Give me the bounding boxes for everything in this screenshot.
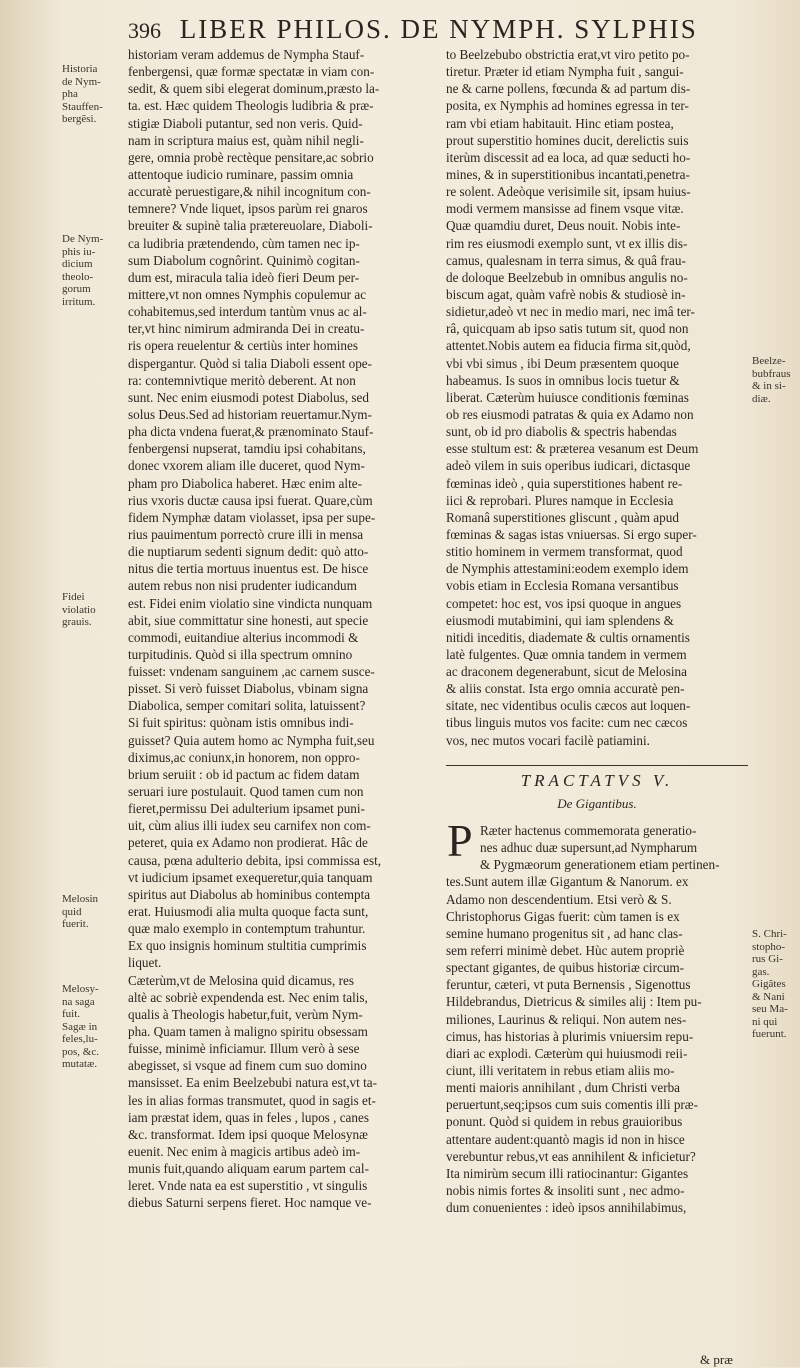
text-line: mittere,vt non omnes Nymphis copulemur ac (128, 286, 367, 302)
text-line: turpitudinis. Quòd si illa spectrum omnino (128, 646, 353, 662)
text-line: spectant gigantes, de quibus historiæ circum- (446, 960, 685, 976)
margin-note-line: bergẽsi. (62, 113, 97, 125)
running-header (128, 14, 768, 46)
margin-note (62, 591, 124, 629)
text-line: fidem Nymphæ datam violasset, ipsa per supe- (128, 509, 376, 525)
text-line: pha dicta vndena fuerat,& prænominato Stauf- (128, 424, 374, 440)
text-line: fieret,permissu Dei adulterium ipsamet puni- (128, 801, 365, 817)
page-number: 396 (128, 18, 161, 43)
page-edge-shading (0, 0, 60, 1367)
text-line: peteret, quia ex Adamo non prodierat. Hâc de (128, 835, 368, 851)
margin-note-line: stopho- (752, 940, 785, 953)
text-line: uit, cùm alius illi iudex seu carnifex non com- (128, 818, 371, 834)
text-line: &c. transformat. Idem ipsi quoque Melosynæ (128, 1126, 368, 1142)
margin-note-line: feles,lu- (62, 1033, 98, 1045)
text-line: donec vxorem aliam ille duceret, quod Nym- (128, 458, 365, 474)
tractatus-subtitle: De Gigantibus. (557, 796, 637, 811)
text-line: munis fuit,quando aliquam earum partem cal- (128, 1161, 369, 1177)
right-text-column-bottom (446, 822, 748, 1216)
text-line: ob res eiusmodi patratas & quia ex Adamo non (446, 406, 694, 422)
margin-note-line: fuerunt. (752, 1028, 787, 1040)
text-line: ra: contemnivtique meritò deberent. At non (128, 372, 356, 388)
text-line: sedit, & quem sibi elegerat dominum,præsto la- (128, 81, 380, 97)
text-line: cohabitemus,sed interdum tantùm vnus ac al- (128, 304, 367, 320)
text-line: Ita nimirùm secum illi ratiocinantur: Gigantes (446, 1165, 689, 1181)
text-line: râ, quicquam ab ipso satis tutum sit, quod non (446, 321, 689, 337)
text-line: tibus linguis mutos vos facite: cum nec cæcos (446, 715, 688, 731)
text-line: tes.Sunt autem illæ Gigantum & Nanorum. ex (446, 874, 689, 890)
text-line: liquet. (128, 955, 162, 971)
text-line: de doloque Beelzebub in omnibus angulis no- (446, 269, 688, 285)
text-line: leret. Vnde nata ea est superstitio , vt singulis (128, 1178, 368, 1194)
margin-note-line: rus Gi- (752, 953, 783, 965)
margin-note-line: na saga (62, 995, 95, 1008)
text-line: & Pygmæorum generationem etiam pertinen- (480, 857, 720, 873)
text-line: competet: hoc est, vos ipsi quoque in angues (446, 595, 682, 611)
text-line: fœminas ideò , quia superstitiones habent re- (446, 475, 683, 491)
text-line: mines, & in superstitionibus incantati,penetra- (446, 166, 690, 182)
text-line: guisset? Quia autem homo ac Nympha fuit,seu (128, 732, 375, 748)
text-line: miliones, Laurinus & reliqui. Non autem nes- (446, 1011, 687, 1027)
margin-note-line: theolo- (62, 270, 94, 283)
margin-note-line: ni qui (752, 1015, 778, 1028)
text-line: gere, omnia probè rectèque pensitare,ac sobrio (128, 149, 374, 165)
margin-note-line: Historia (62, 63, 98, 75)
margin-note-line: Beelze- (752, 355, 786, 367)
text-line: ciunt, illi veritatem in rebus etiam aliis mo- (446, 1062, 675, 1078)
text-line: eiusmodi mutabimini, qui iam splendens & (446, 612, 674, 628)
text-line: accuratè peruestigare,& nihil incognitum con- (128, 184, 371, 200)
section-rule (446, 765, 748, 766)
text-line: stigiæ Diaboli putantur, sed non veris. Quid- (128, 115, 363, 131)
text-line: ac draconem degenerabunt, sicut de Melosina (446, 664, 687, 680)
text-line: ta. est. Hæc quidem Theologis ludibria & præ- (128, 98, 374, 114)
text-line: commodi, euitandiue alterius incommodi & (128, 629, 359, 645)
margin-note-line: De Nym- (62, 233, 104, 245)
text-line: cimus, has historias à plurimis vniuersim repu- (446, 1028, 694, 1044)
text-line: semine humano progenitus sit , ad hanc clas- (446, 925, 683, 941)
text-line: autem rebus non nisi prudenter iudicandum (128, 578, 357, 594)
text-line: fœminas & sagas istas vniuersas. Si ergo super- (446, 526, 697, 542)
text-line: fuisset: vndenam sanguinem ,ac carnem susce- (128, 664, 375, 680)
text-line: altè ac sobriè expendenda est. Nec enim talis, (128, 989, 368, 1005)
text-line: euenit. Nec enim à magicis artibus adeò im- (128, 1144, 361, 1159)
text-line: sunt, ob id pro diabolis & spectris habendas (446, 424, 677, 440)
text-line: ne & carne pollens, fœcunda & ad partum dis- (446, 81, 691, 97)
text-line: rius pauimentum porrectò crure illi in mensa (128, 526, 364, 542)
margin-note-line: seu Ma- (752, 1003, 788, 1015)
text-line: temnere? Vnde liquet, ipsos parùm rei gnaros (128, 201, 368, 217)
text-line: sitate, nec videntibus oculis cæcos aut loquen- (446, 698, 691, 714)
text-line: vos, nec mutos vocari facilè patiamini. (446, 732, 650, 748)
text-line: vobis etiam in Ecclesia Romana versantibus (446, 578, 679, 594)
margin-note-line: Melosy- (62, 983, 99, 995)
text-line: pha. Quam tamen à maligno spiritu obsessam (128, 1024, 368, 1040)
running-title: LIBER PHILOS. DE NYMPH. SYLPHIS (179, 14, 698, 44)
text-line: ca ludibria prætendendo, cùm tamen nec ip- (128, 235, 360, 251)
text-line: rim res eiusmodi exemplo sunt, vt ex illis dis- (446, 235, 688, 251)
text-line: posita, ex Nymphis ad homines egressa in ter- (446, 98, 689, 114)
text-line: Romanâ superstitiones gliscunt , quàm apud (446, 509, 679, 525)
text-line: to Beelzebubo obstrictia erat,vt viro petito po- (446, 47, 690, 62)
text-line: sem referri minimè debet. Hùc autem propriè (446, 942, 685, 958)
text-line: ram vbi etiam habitauit. Hinc etiam postea, (446, 115, 674, 131)
text-line: est. Fidei enim violatio sine vindicta nunquam (128, 595, 373, 611)
margin-note-line: Melosin (62, 893, 99, 905)
margin-note-line: S. Chri- (752, 928, 787, 940)
left-text-column (128, 46, 428, 1212)
text-line: iterùm discessit ad ea loca, ad quæ seducti ho- (446, 149, 691, 165)
text-line: attentet.Nobis autem ea fiducia firma sit,quòd, (446, 338, 691, 354)
text-line: seruari iure postulauit. Quod tamen cum non (128, 784, 364, 800)
text-line: diari ac explodi. Cæterùm qui huiusmodi reii- (446, 1045, 688, 1061)
text-line: iam præstat idem, quas in feles , lupos , canes (128, 1109, 369, 1125)
text-line: die nuptiarum sedenti signum dedit: quò atto- (128, 544, 369, 560)
margin-note-line: & in si- (752, 380, 786, 392)
text-line: peruertunt,seq;ipsos cum suis comentis illi præ- (446, 1097, 698, 1113)
margin-note-line: Fidei (62, 591, 85, 603)
margin-note-line: fuerit. (62, 918, 89, 930)
text-line: modi vermem mansisse ad finem vsque vitæ. (446, 201, 684, 217)
text-line: de Nymphis attestamini:eodem exemplo idem (446, 561, 689, 577)
text-line: qualis à Theologis habetur,fuit, verùm Nym- (128, 1006, 363, 1022)
text-line: spiritus aut Diabolus ab hominibus contempta (128, 886, 371, 902)
text-line: abit, siue committatur sine honesti, aut specie (128, 612, 369, 628)
text-line: Ræter hactenus commemorata generatio- (480, 823, 697, 838)
text-line: adeò vilem in suis operibus iudicari, dictasque (446, 458, 691, 474)
text-line: fenbergensi, quæ formæ spectatæ in viam con- (128, 64, 375, 80)
text-line: attentoque iudicio ruminare, passim omnia (128, 166, 354, 182)
text-line: diebus Saturni serpens fieret. Hoc namque ve- (128, 1195, 372, 1211)
text-line: vbi vbi simus , ibi Deum præsentem quoque (446, 355, 679, 371)
text-line: Ex quo insignis hominum stultitia cumprimis (128, 938, 367, 954)
margin-note-line: & Nani (752, 990, 785, 1003)
text-line: attentare audent:quantò magis id non in hisce (446, 1131, 685, 1147)
text-line: iici & reprobari. Plures namque in Ecclesia (446, 492, 674, 508)
text-line: latè fulgentes. Quæ omnia tandem in vermem (446, 646, 687, 662)
margin-note-line: fuit. (62, 1008, 81, 1020)
text-line: ter,vt hinc nimirum admiranda Dei in creatu- (128, 321, 365, 337)
text-line: solus Deus.Sed ad historiam reuertamur.Nym- (128, 406, 372, 422)
text-line: fuisse, minimè inficiamur. Illum verò à sese (128, 1041, 360, 1057)
text-line: breuiter & supinè talia prætereuolare, Diaboli- (128, 218, 373, 234)
text-line: causa, pœna adulterio debita, ipsi commissa est, (128, 852, 382, 868)
margin-note (62, 893, 124, 931)
text-line: esse stultum est: & præterea vesanum est Deum (446, 441, 699, 457)
text-line: dispergantur. Quòd si talia Diaboli essent ope- (128, 355, 373, 371)
text-line: pham pro Diabolica haberet. Hæc enim alte- (128, 475, 362, 491)
margin-note-line: bubfraus (752, 367, 791, 380)
margin-note-line: gorum (62, 283, 91, 295)
margin-note (62, 233, 124, 308)
margin-note-line: dicium (62, 258, 93, 270)
text-line: biscum agat, quàm vafrè nobis & studiosè in- (446, 286, 686, 302)
margin-note-line: irritum. (62, 295, 96, 308)
margin-note-line: Gigãtes (752, 978, 786, 990)
text-line: Si fuit spiritus: quònam istis omnibus indi- (128, 715, 354, 731)
text-line: liberat. Cæterùm huiusce conditionis fœminas (446, 389, 689, 405)
margin-note-line: pos, &c. (62, 1045, 99, 1058)
margin-note-line: gas. (752, 965, 770, 978)
text-line: Hildebrandus, Dietricus & similes alij : Item pu- (446, 994, 702, 1010)
text-line: prout superstitio homines ducit, derelictis suis (446, 132, 689, 148)
drop-capital: P (447, 815, 473, 866)
margin-note-line: mutatæ. (62, 1058, 98, 1070)
text-line: verebuntur rebus,vt eas annihilent & inficietur? (446, 1148, 696, 1164)
text-line: nam in scriptura maius est, quàm nihil negli- (128, 132, 364, 148)
margin-note-line: Stauffen- (62, 100, 103, 113)
text-line: les in alias formas transmutet, quod in sagis et- (128, 1092, 376, 1108)
margin-note (62, 63, 124, 126)
text-line: nobis nimis fortes & insoliti sunt , nec admo- (446, 1182, 685, 1198)
text-line: dum est, miracula talia ideò fieri Deum per- (128, 269, 360, 285)
text-line: Christophorus Gigas fuerit: cùm tamen is ex (446, 908, 680, 924)
text-line: Adamo non descendentium. Etsi verò & S. (446, 891, 672, 907)
tractatus-title: TRACTATVS V. (520, 771, 674, 790)
text-line: tiretur. Præter id etiam Nympha fuit , sangui- (446, 64, 684, 80)
text-line: habeamus. Is suos in omnibus locis tuetur & (446, 372, 680, 388)
margin-note-line: grauis. (62, 616, 92, 628)
margin-note (752, 355, 798, 405)
text-line: Cæterùm,vt de Melosina quid dicamus, res (128, 972, 354, 988)
text-line: nitidi inceditis, diademate & cultis ornamentis (446, 629, 690, 645)
margin-note-line: pha (62, 88, 78, 100)
text-line: nes adhuc duæ supersunt,ad Nympharum (480, 840, 698, 856)
text-line: & aliis constat. Ista ergo omnia accuratè pen- (446, 681, 685, 697)
text-line: erat. Huiusmodi alia multa quoque facta sunt, (128, 904, 369, 920)
text-line: feruntur, cæteri, vt puta Bernensis , Sigenottus (446, 977, 691, 993)
text-line: mansisset. Ea enim Beelzebubi natura est,vt ta- (128, 1075, 378, 1091)
margin-note (752, 928, 798, 1041)
text-line: sunt. Nec enim eiusmodi potest Diabolus, sed (128, 389, 370, 405)
text-line: ponunt. Quòd si quidem in rebus grauioribus (446, 1114, 683, 1130)
margin-note-line: phis iu- (62, 245, 96, 258)
text-line: Diabolica, semper comitari solita, latuissent? (128, 698, 366, 714)
margin-note-line: violatio (62, 603, 96, 616)
text-line: historiam veram addemus de Nympha Stauf- (128, 47, 365, 62)
margin-note-line: Sagæ in (62, 1020, 98, 1033)
right-text-column-top (446, 46, 748, 749)
margin-note-line: de Nym- (62, 75, 101, 88)
text-line: abegisset, si vsque ad finem cum suo domino (128, 1058, 367, 1074)
text-line: stitio hominem in vermem transformat, quod (446, 544, 683, 560)
catchword: & præ (700, 1352, 733, 1367)
margin-note (62, 983, 124, 1071)
text-line: diximus,ac coniunx,in honorem, non oppro- (128, 749, 360, 765)
margin-note-line: diæ. (752, 392, 771, 405)
text-line: re solent. Adeòque verisimile sit, ipsam huius- (446, 184, 691, 200)
text-line: quæ malo exemplo in contemptum trahuntur. (128, 921, 366, 937)
text-line: vt iudicium ipsamet exequeretur,quia tanquam (128, 869, 373, 885)
text-line: fenbergensi nupserat, tamdiu ipsi cohabitans, (128, 441, 366, 457)
text-line: camus, qualesnam in terra simus, & quâ frau- (446, 252, 686, 268)
text-line: sum Diabolum cognôrint. Quinimò cogitan- (128, 252, 360, 268)
text-line: dum conuenientes : ideò ipsos annihilabimus, (446, 1200, 687, 1216)
text-line: nitus die tertia mortuus inuentus est. De hisce (128, 561, 369, 577)
text-line: rius vxoris ductæ causa ipsi fuerat. Quare,cùm (128, 492, 373, 508)
text-line: brium seruiit : ob id pactum ac fidem datam (128, 766, 360, 782)
text-line: pisset. Si verò fuisset Diabolus, vbinam signa (128, 681, 369, 697)
text-line: ris opera reuelentur & certiùs inter homines (128, 338, 358, 354)
margin-note-line: quid (62, 905, 82, 918)
text-line: Quæ quamdiu duret, Deus nouit. Nobis inte- (446, 218, 681, 234)
text-line: menti maioris annihilant , dum Christi verba (446, 1080, 681, 1096)
text-line: sidietur,adeò vt nec in medio mari, nec imâ ter- (446, 304, 695, 320)
